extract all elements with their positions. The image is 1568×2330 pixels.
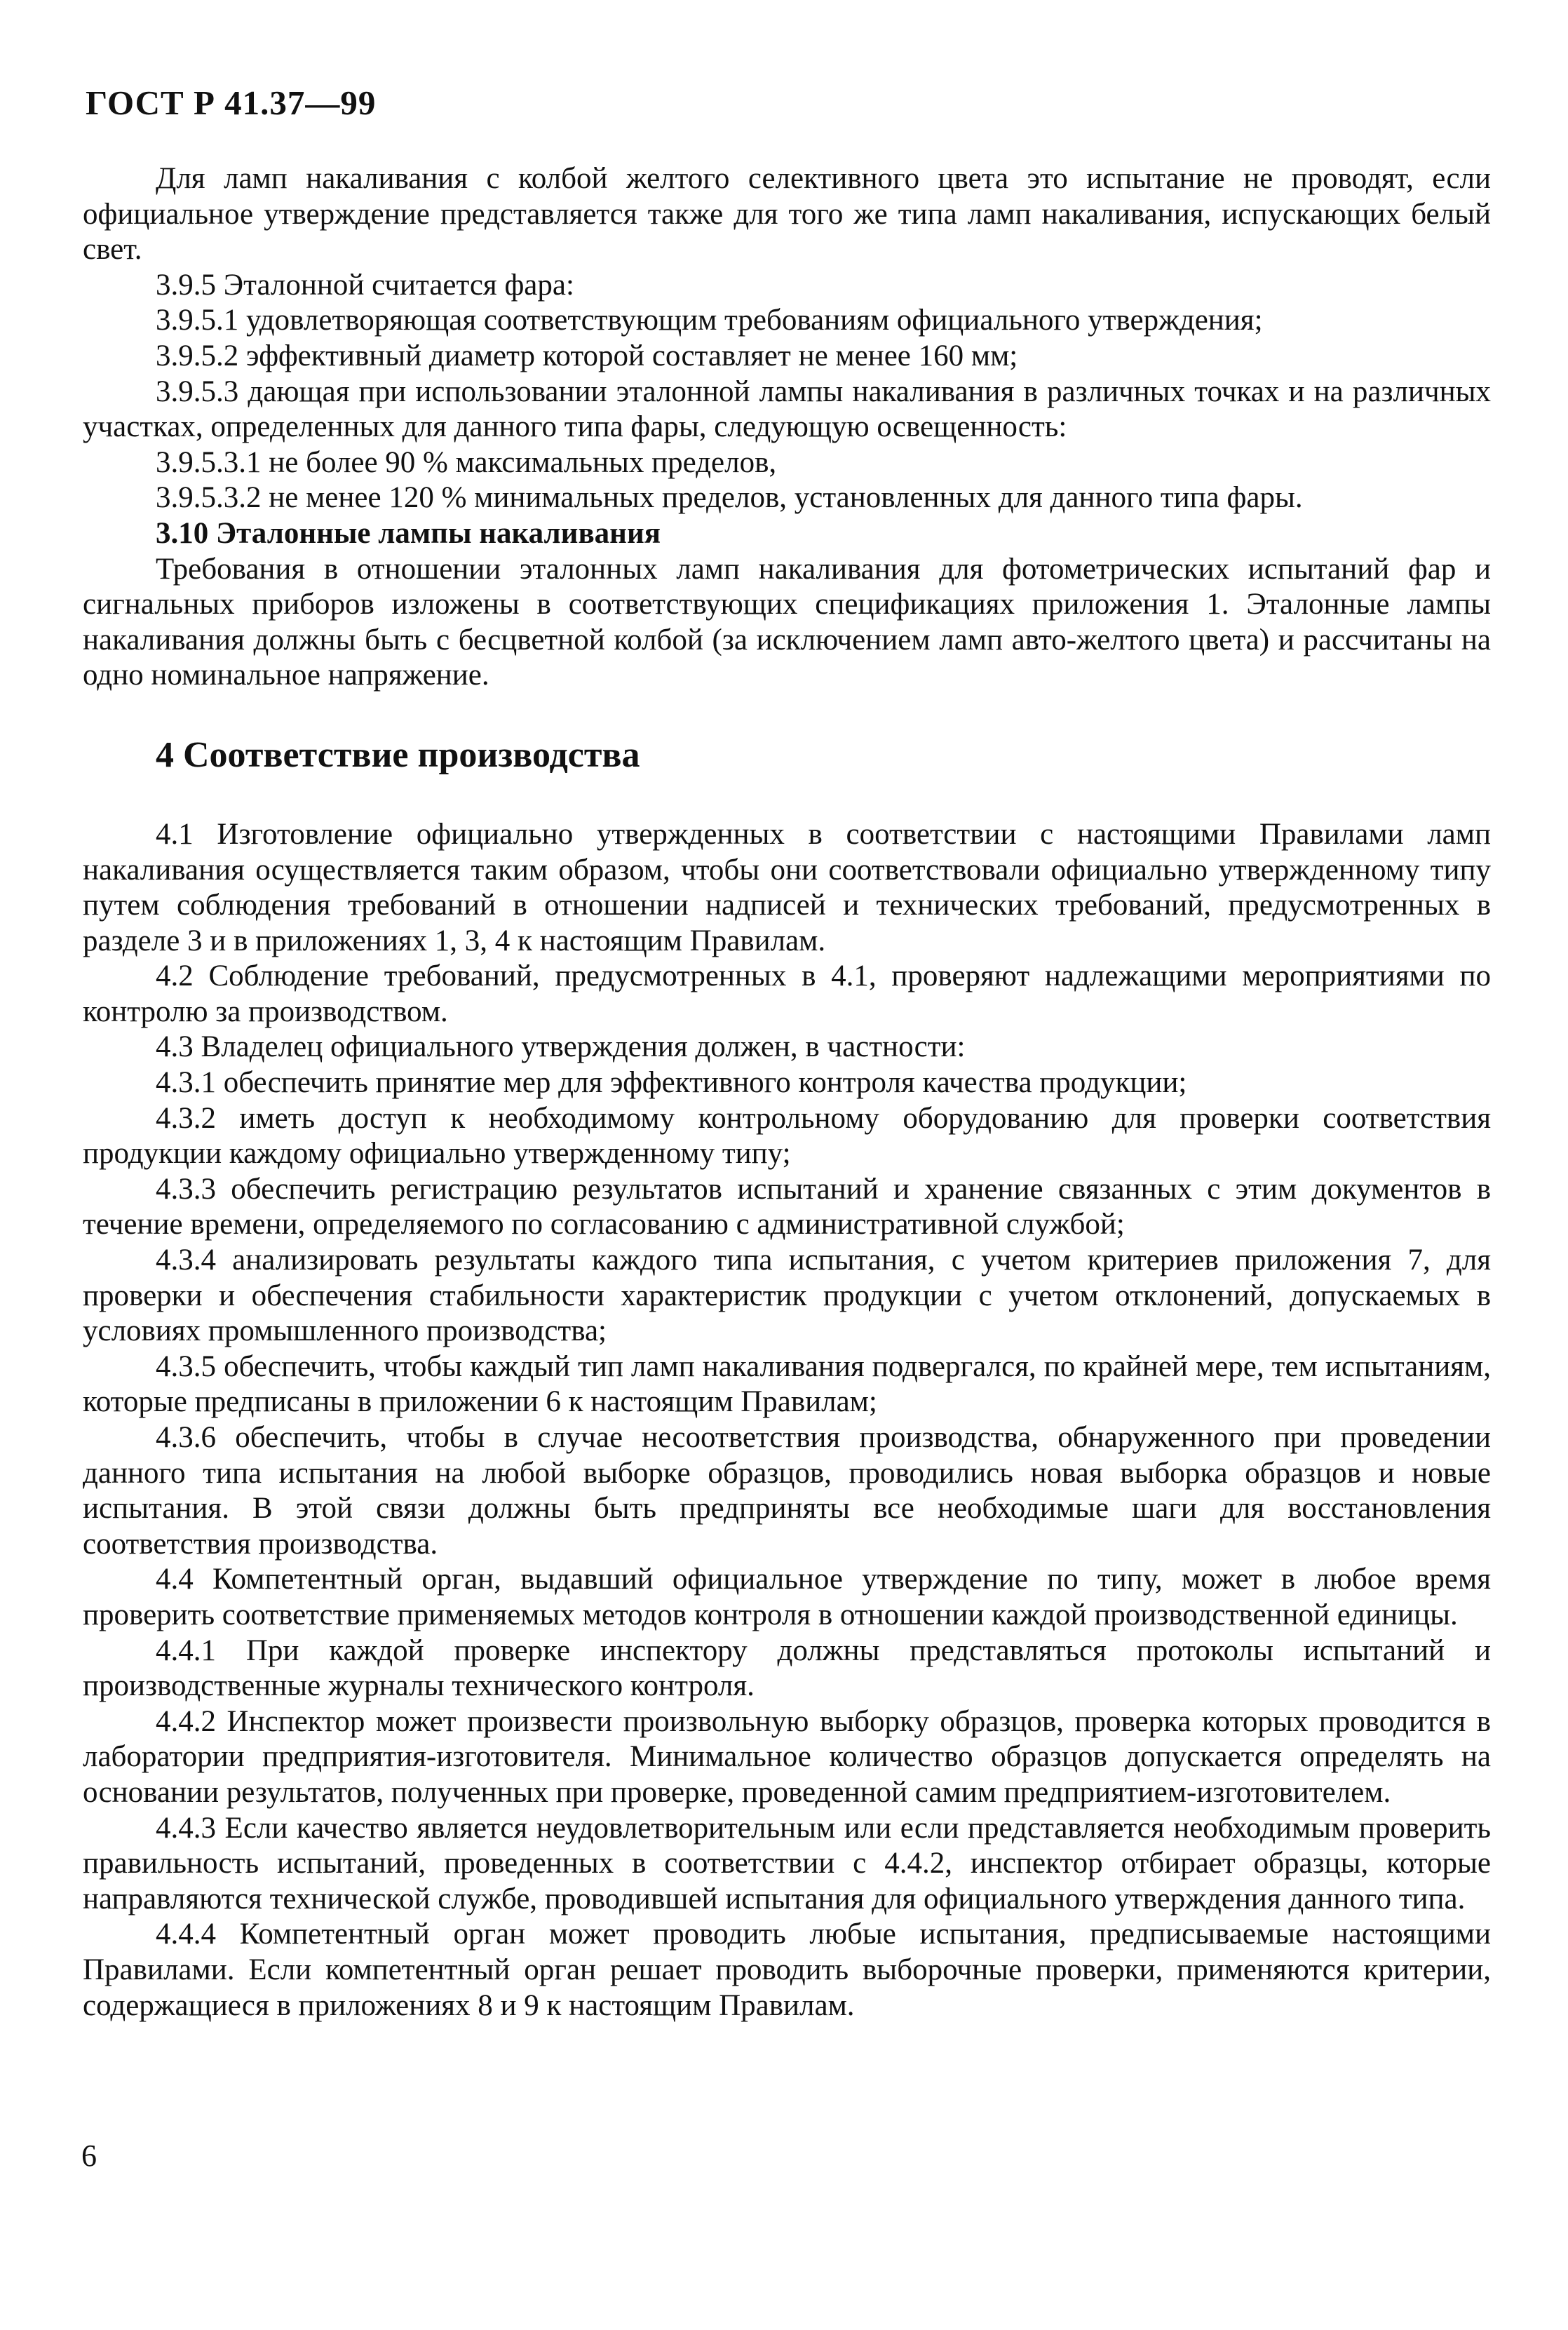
document-body bbox=[83, 161, 1491, 2023]
paragraph-4-3: 4.3 Владелец официального утверждения должен, в частности: bbox=[156, 1030, 966, 1064]
paragraph-3-9-5-3-1: 3.9.5.3.1 не более 90 % максимальных пределов, bbox=[156, 445, 777, 479]
paragraph-4-4-2: 4.4.2 Инспектор может произвести произвольную выборку образцов, проверка которых проводится в лаборатории предприятия-изготовителя. Минимальное количество образцов допускается определять на основании результатов, полученных при проверке, проведенной самим предприятием-изготовителем. bbox=[83, 1704, 1491, 1809]
paragraph-3-9-5-3-2: 3.9.5.3.2 не менее 120 % минимальных пределов, установленных для данного типа фары. bbox=[156, 481, 1303, 515]
paragraph-3-9-5: 3.9.5 Эталонной считается фара: bbox=[156, 268, 574, 302]
paragraph-4-1: 4.1 Изготовление официально утвержденных в соответствии с настоящими Правилами ламп накаливания осуществляется таким образом, чтобы они соответствовали официально утвержденному типу путем соблюдения требований в отношении надписей и технических требований, предусмотренных в разделе 3 и в приложениях 1, 3, 4 к настоящим Правилам. bbox=[83, 817, 1491, 957]
page-number: 6 bbox=[81, 2139, 97, 2173]
paragraph-3-9-5-3: 3.9.5.3 дающая при использовании эталонной лампы накаливания в различных точках и на различных участках, определенных для данного типа фары, следующую освещенность: bbox=[83, 375, 1491, 444]
paragraph-4-3-3: 4.3.3 обеспечить регистрацию результатов испытаний и хранение связанных с этим документов в течение времени, определяемого по согласованию с административной службой; bbox=[83, 1172, 1491, 1241]
paragraph-4-3-5: 4.3.5 обеспечить, чтобы каждый тип ламп накаливания подвергался, по крайней мере, тем испытаниям, которые предписаны в приложении 6 к настоящим Правилам; bbox=[83, 1349, 1491, 1419]
paragraph-4-4: 4.4 Компетентный орган, выдавший официальное утверждение по типу, может в любое время проверить соответствие применяемых методов контроля в отношении каждой производственной единицы. bbox=[83, 1563, 1491, 1631]
paragraph-3-9-5-2: 3.9.5.2 эффективный диаметр которой составляет не менее 160 мм; bbox=[156, 339, 1018, 372]
paragraph-3-10-text: Требования в отношении эталонных ламп накаливания для фотометрических испытаний фар и сигнальных приборов изложены в соответствующих спецификациях приложения 1. Эталонные лампы накаливания должны быть с бесцветной колбой (за исключением ламп авто-желтого цвета) и рассчитаны на одно номинальное напряжение. bbox=[83, 552, 1491, 692]
paragraph-4-2: 4.2 Соблюдение требований, предусмотренных в 4.1, проверяют надлежащими мероприятиями по контролю за производством. bbox=[83, 959, 1491, 1028]
paragraph-4-3-4: 4.3.4 анализировать результаты каждого типа испытания, с учетом критериев приложения 7, для проверки и обеспечения стабильности характеристик продукции с учетом отклонений, допускаемых в условиях промышленного производства; bbox=[83, 1244, 1491, 1348]
paragraph-yellow-lamps-note: Для ламп накаливания с колбой желтого селективного цвета это испытание не проводят, если официальное утверждение представляется также для того же типа ламп накаливания, испускающих белый свет. bbox=[83, 162, 1491, 267]
paragraph-4-3-1: 4.3.1 обеспечить принятие мер для эффективного контроля качества продукции; bbox=[156, 1066, 1187, 1100]
document-code-header: ГОСТ Р 41.37—99 bbox=[86, 83, 377, 122]
paragraph-4-4-1: 4.4.1 При каждой проверке инспектору должны представляться протоколы испытаний и производственные журналы технического контроля. bbox=[83, 1634, 1491, 1703]
paragraph-4-3-2: 4.3.2 иметь доступ к необходимому контрольному оборудованию для проверки соответствия продукции каждому официально утвержденному типу; bbox=[83, 1101, 1491, 1171]
paragraph-4-4-4: 4.4.4 Компетентный орган может проводить любые испытания, предписываемые настоящими Правилами. Если компетентный орган решает проводить выборочные проверки, применяются критерии, содержащиеся в приложениях 8 и 9 к настоящим Правилам. bbox=[83, 1918, 1491, 2022]
paragraph-4-4-3: 4.4.3 Если качество является неудовлетворительным или если представляется необходимым проверить правильность испытаний, проведенных в соответствии с 4.4.2, инспектор отбирает образцы, которые направляются технической службе, проводившей испытания для официального утверждения данного типа. bbox=[83, 1811, 1491, 1915]
subsection-3-10-heading: 3.10 Эталонные лампы накаливания bbox=[156, 516, 661, 550]
paragraph-3-9-5-1: 3.9.5.1 удовлетворяющая соответствующим требованиям официального утверждения; bbox=[156, 304, 1263, 337]
section-4-heading: 4 Соответствие производства bbox=[156, 734, 640, 775]
paragraph-4-3-6: 4.3.6 обеспечить, чтобы в случае несоответствия производства, обнаруженного при проведении данного типа испытания на любой выборке образцов, проводились новая выборка образцов и новые испытания. В этой связи должны быть предприняты все необходимые шаги для восстановления соответствия производства. bbox=[83, 1421, 1491, 1561]
